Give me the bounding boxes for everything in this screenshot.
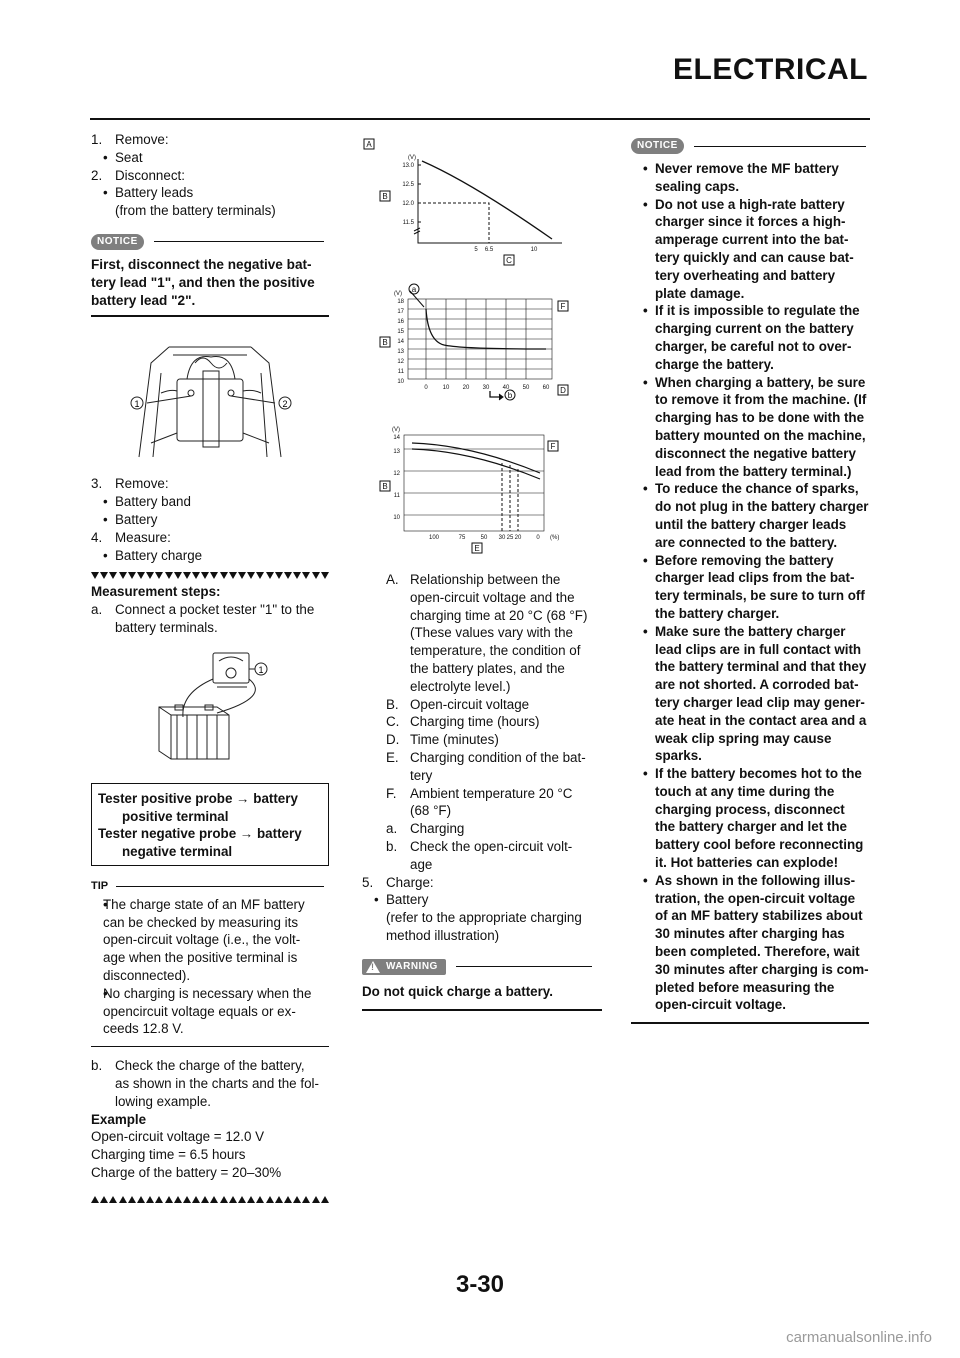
caption-item: A. Relationship between the open-circuit voltage and the charging time at 20 °C (68 °F) (These values vary with the temperature, the condition of the battery plates, and the electrolyte level.) xyxy=(386,572,588,694)
continuation-text: (from the battery terminals) xyxy=(115,203,276,219)
procedure-start-marker xyxy=(91,572,329,579)
continuation-text: method illustration) xyxy=(386,927,500,943)
tip-label: TIP xyxy=(91,879,109,892)
tip-rule xyxy=(116,886,324,887)
notice-item: • Do not use a high-rate battery charger since it forces a high- amperage current into the bat- tery quickly and can cause bat- tery overheating and battery plate damage. xyxy=(631,196,869,303)
battery-location-illustration xyxy=(91,333,329,463)
svg-text:5: 5 xyxy=(474,247,478,253)
svg-text:(%): (%) xyxy=(550,535,560,541)
svg-text:0: 0 xyxy=(536,535,540,541)
svg-text:12: 12 xyxy=(397,359,404,365)
step-item: 1. Remove: xyxy=(91,132,169,147)
column-left xyxy=(91,131,329,1203)
bullet-item: • Battery charge xyxy=(91,547,329,565)
svg-text:16: 16 xyxy=(397,319,404,325)
svg-text:11: 11 xyxy=(397,369,404,375)
measurement-step: b. Check the charge of the battery, as shown in the charts and the fol- lowing example. xyxy=(91,1058,319,1109)
tip-list xyxy=(91,896,329,1038)
tip-item: • The charge state of an MF battery can be checked by measuring its open-circuit voltage (i.e., the volt- age when the positive terminal is disconnected). xyxy=(91,896,329,985)
svg-text:6.5: 6.5 xyxy=(484,247,494,253)
svg-text:30: 30 xyxy=(482,385,490,391)
svg-text:B: B xyxy=(382,338,388,347)
warning-end-rule xyxy=(362,1009,602,1011)
svg-text:13: 13 xyxy=(393,449,400,455)
notice-rule xyxy=(694,146,866,147)
probe-connection-box: Tester positive probe → battery positive terminal Tester negative probe → battery negative terminal xyxy=(91,783,329,866)
svg-text:(V): (V) xyxy=(394,291,402,297)
caption-item: D. Time (minutes) xyxy=(386,732,499,748)
caption-item: C. Charging time (hours) xyxy=(386,714,540,730)
svg-text:20: 20 xyxy=(514,535,522,541)
svg-text:10: 10 xyxy=(530,247,538,253)
svg-text:14: 14 xyxy=(393,435,400,441)
notice-item: • Make sure the battery charger lead clips are in full contact with the battery terminal and that they are not shorted. A corroded bat- tery charger lead clip may gener- ate heat in the contact area and a weak clip spring may cause sparks. xyxy=(631,623,869,765)
svg-text:a: a xyxy=(411,285,417,294)
callout-label: 1 xyxy=(134,399,140,410)
example-line: Open-circuit voltage = 12.0 V xyxy=(91,1129,265,1145)
svg-text:60: 60 xyxy=(542,385,550,391)
svg-text:11: 11 xyxy=(393,493,400,499)
svg-text:B: B xyxy=(382,482,388,491)
caption-item: B. Open-circuit voltage xyxy=(386,696,530,712)
notice-badge: NOTICE xyxy=(91,234,144,250)
svg-text:100: 100 xyxy=(428,535,440,541)
bullet-item: • Battery leads xyxy=(91,184,329,202)
warning-rule xyxy=(456,966,592,967)
svg-text:25: 25 xyxy=(506,535,514,541)
notice-header xyxy=(631,138,869,154)
notice-end-rule xyxy=(631,1022,869,1024)
svg-text:(V): (V) xyxy=(408,155,416,161)
continuation-text: (refer to the appropriate charging xyxy=(386,910,582,926)
svg-text:50: 50 xyxy=(480,535,488,541)
caption-item: E. Charging condition of the bat- tery xyxy=(386,749,586,783)
tip-header xyxy=(91,878,329,896)
svg-text:30: 30 xyxy=(498,535,506,541)
svg-text:F: F xyxy=(560,302,566,311)
notice-item: • If it is impossible to regulate the charging current on the battery charger, be careful not to over- charge the battery. xyxy=(631,302,869,373)
notice-item: • Before removing the battery charger lead clips from the bat- tery terminals, be sure to turn off the battery charger. xyxy=(631,552,869,623)
warning-header xyxy=(362,959,602,975)
notice-header xyxy=(91,234,329,250)
bullet-item: • Battery xyxy=(362,891,602,909)
svg-text:20: 20 xyxy=(462,385,470,391)
voltage-vs-charge-condition-chart xyxy=(362,423,602,557)
notice-item: • As shown in the following illus- tration, the open-circuit voltage of an MF battery stabilizes about 30 minutes after charging has been completed. Therefore, wait 30 minutes after charging is com- pleted before measuring the open-circuit voltage. xyxy=(631,872,869,1014)
notice-item: • Never remove the MF battery sealing caps. xyxy=(631,160,869,196)
svg-text:C: C xyxy=(506,256,512,265)
example-line: Charge of the battery = 20–30% xyxy=(91,1164,282,1180)
callout-label: 2 xyxy=(282,399,288,410)
svg-text:40: 40 xyxy=(502,385,510,391)
caption-item: a. Charging xyxy=(386,821,465,837)
notice-text: First, disconnect the negative bat- tery lead "1", and then the positive battery lead "2". xyxy=(91,256,315,308)
procedure-end-marker xyxy=(91,1196,329,1203)
svg-text:11.5: 11.5 xyxy=(402,220,414,226)
voltage-vs-time-chart xyxy=(362,279,602,419)
svg-text:10: 10 xyxy=(442,385,450,391)
bullet-item: • Seat xyxy=(91,149,329,167)
svg-text:D: D xyxy=(560,386,566,395)
svg-text:17: 17 xyxy=(397,309,404,315)
title-rule xyxy=(90,118,870,120)
step-item: 2. Disconnect: xyxy=(91,167,185,183)
notice-list xyxy=(631,160,869,1014)
step-item: 3. Remove: xyxy=(91,476,169,492)
warning-text: Do not quick charge a battery. xyxy=(362,983,553,999)
pocket-tester-illustration xyxy=(91,647,329,775)
warning-badge: ! WARNING xyxy=(362,959,446,975)
notice-rule xyxy=(154,241,324,242)
svg-text:A: A xyxy=(366,140,372,149)
svg-text:12.5: 12.5 xyxy=(402,182,414,188)
bullet-item: • Battery band xyxy=(91,493,329,511)
bullet-item: • Battery xyxy=(91,511,329,529)
svg-text:0: 0 xyxy=(424,385,428,391)
caption-item: F. Ambient temperature 20 °C (68 °F) xyxy=(386,785,573,819)
voltage-vs-charging-time-chart xyxy=(362,137,602,277)
notice-item: • If the battery becomes hot to the touch at any time during the charging process, disconnect the battery charger and let the battery cool before reconnecting it. Hot batteries can explode! xyxy=(631,765,869,872)
svg-text:13: 13 xyxy=(397,349,404,355)
tip-item: • No charging is necessary when the opencircuit voltage equals or ex- ceeds 12.8 V. xyxy=(91,985,329,1038)
svg-text:10: 10 xyxy=(393,515,400,521)
warning-icon xyxy=(366,961,380,973)
svg-text:75: 75 xyxy=(458,535,466,541)
svg-text:(V): (V) xyxy=(392,427,400,433)
step-item: 5. Charge: xyxy=(362,874,434,890)
svg-text:14: 14 xyxy=(397,339,404,345)
column-middle xyxy=(362,131,602,1011)
figure-captions xyxy=(362,571,602,874)
svg-text:18: 18 xyxy=(397,299,404,305)
callout-label: 1 xyxy=(258,664,264,675)
example-line: Charging time = 6.5 hours xyxy=(91,1147,246,1163)
caption-item: b. Check the open-circuit volt- age xyxy=(386,838,573,872)
notice-end-rule xyxy=(91,315,329,317)
page-title: ELECTRICAL xyxy=(673,53,868,86)
svg-text:13.0: 13.0 xyxy=(402,163,414,169)
svg-text:B: B xyxy=(382,192,388,201)
svg-text:10: 10 xyxy=(397,379,404,385)
measurement-step: a. Connect a pocket tester "1" to the battery terminals. xyxy=(91,602,315,635)
tip-end-rule xyxy=(91,1046,329,1047)
svg-text:F: F xyxy=(550,442,556,451)
svg-text:b: b xyxy=(507,391,513,400)
notice-badge: NOTICE xyxy=(631,138,684,154)
example-heading: Example xyxy=(91,1111,147,1127)
svg-text:12.0: 12.0 xyxy=(402,201,414,207)
page-number: 3-30 xyxy=(455,1271,505,1298)
svg-text:E: E xyxy=(474,544,480,553)
svg-text:15: 15 xyxy=(397,329,404,335)
svg-text:12: 12 xyxy=(393,471,400,477)
column-right xyxy=(631,138,869,1024)
measurement-heading: Measurement steps: xyxy=(91,584,221,600)
step-item: 4. Measure: xyxy=(91,529,171,545)
notice-item: • To reduce the chance of sparks, do not plug in the battery charger until the battery charger leads are connected to the battery. xyxy=(631,480,869,551)
notice-item: • When charging a battery, be sure to remove it from the machine. (If charging has to be done with the battery mounted on the machine, disconnect the negative battery lead from the battery terminal.) xyxy=(631,374,869,481)
svg-text:50: 50 xyxy=(522,385,530,391)
watermark: carmanualsonline.info xyxy=(786,1329,932,1346)
